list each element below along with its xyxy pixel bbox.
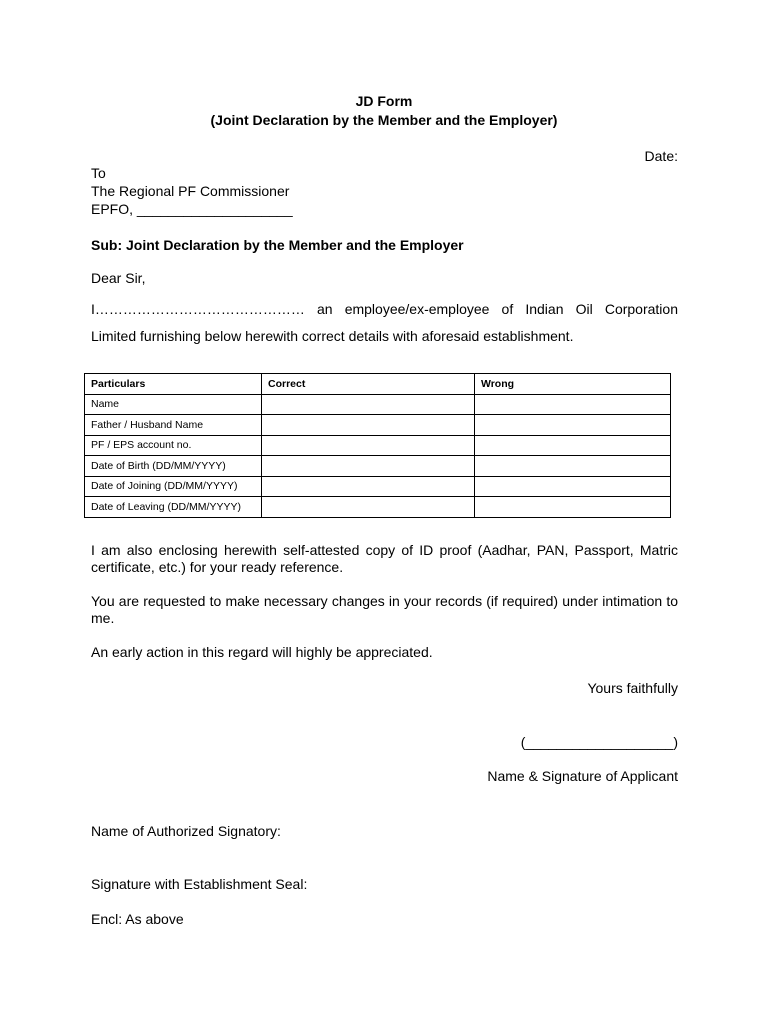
particular-cell: Name [85,394,262,415]
wrong-cell[interactable] [475,435,671,456]
address-epfo: EPFO, ____________________ [91,201,293,217]
table-row [85,394,671,415]
table-row [85,476,671,497]
intro-line-2: Limited furnishing below herewith correct details with aforesaid establishment. [91,328,574,344]
wrong-cell[interactable] [475,497,671,518]
enclosure-note: Encl: As above [91,911,184,927]
table-row [85,456,671,477]
correct-cell[interactable] [262,456,475,477]
wrong-cell[interactable] [475,415,671,436]
wrong-cell[interactable] [475,394,671,415]
closing-yours-faithfully: Yours faithfully [587,680,678,696]
correct-cell[interactable] [262,476,475,497]
signature-blank: (___________________) [520,734,678,750]
header-wrong: Wrong [475,374,671,395]
correct-cell[interactable] [262,435,475,456]
table-header-row [85,374,671,395]
paragraph-early-action: An early action in this regard will highly be appreciated. [91,644,433,660]
correct-cell[interactable] [262,415,475,436]
wrong-cell[interactable] [475,476,671,497]
date-label: Date: [644,148,678,164]
table-row [85,415,671,436]
table-row [85,497,671,518]
header-correct: Correct [262,374,475,395]
paragraph-request: You are requested to make necessary changes in your records (if required) under intimation to me. [91,593,678,626]
address-to: To [91,165,106,181]
particular-cell: PF / EPS account no. [85,435,262,456]
establishment-seal-label: Signature with Establishment Seal: [91,876,308,892]
authorized-signatory-label: Name of Authorized Signatory: [91,823,281,839]
subject-line: Sub: Joint Declaration by the Member and the Employer [91,237,464,253]
table-row [85,435,671,456]
correct-cell[interactable] [262,497,475,518]
salutation: Dear Sir, [91,270,146,286]
form-title: JD Form [355,93,413,109]
wrong-cell[interactable] [475,456,671,477]
particular-cell: Date of Joining (DD/MM/YYYY) [85,476,262,497]
details-table [84,373,671,518]
intro-line-1: I……………………………………… an employee/ex-employee of Indian Oil Corporation [91,301,678,317]
correct-cell[interactable] [262,394,475,415]
form-subtitle: (Joint Declaration by the Member and the Employer) [210,112,558,128]
particular-cell: Father / Husband Name [85,415,262,436]
particular-cell: Date of Leaving (DD/MM/YYYY) [85,497,262,518]
address-commissioner: The Regional PF Commissioner [91,183,290,199]
header-particulars: Particulars [85,374,262,395]
paragraph-enclosing: I am also enclosing herewith self-attested copy of ID proof (Aadhar, PAN, Passport, Matric certificate, etc.) for your ready reference. [91,542,678,575]
signature-label: Name & Signature of Applicant [487,768,678,784]
particular-cell: Date of Birth (DD/MM/YYYY) [85,456,262,477]
